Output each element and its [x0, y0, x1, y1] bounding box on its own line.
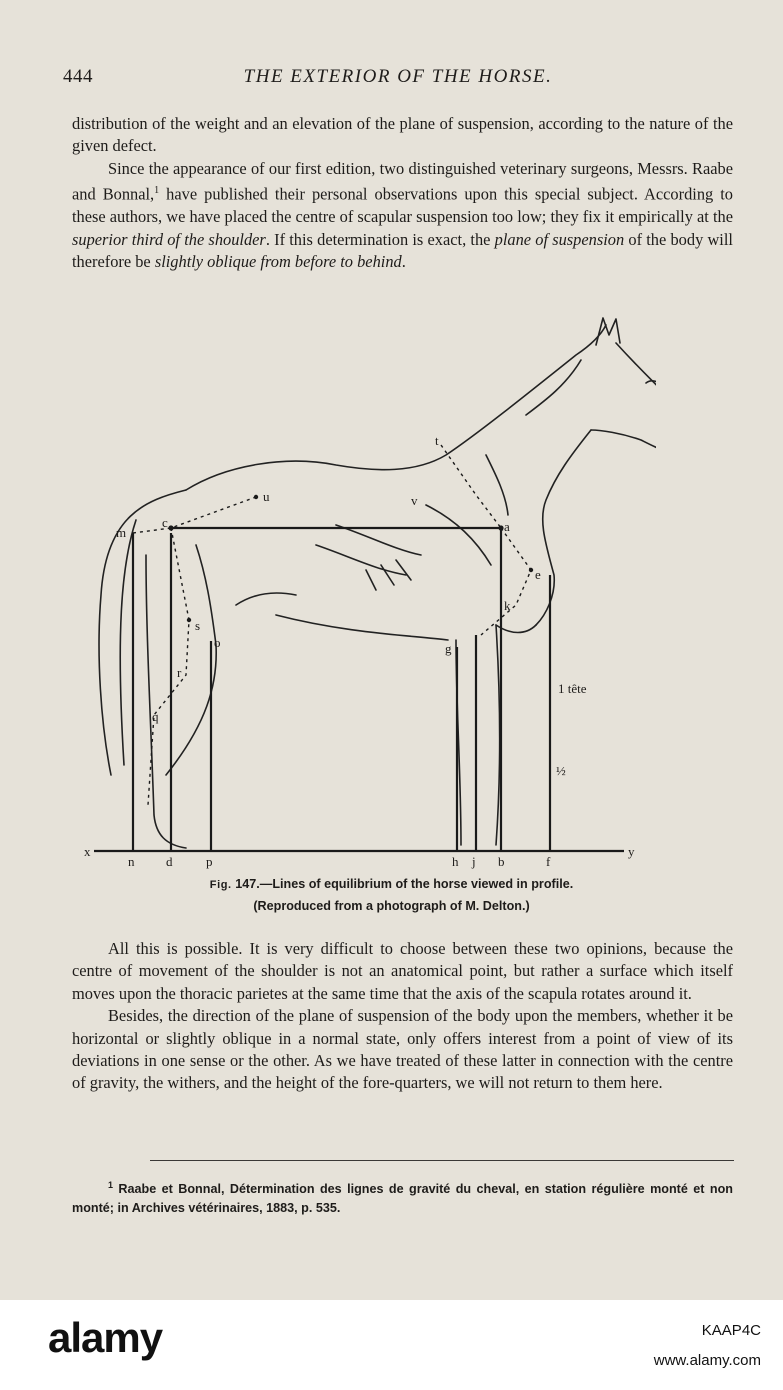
muscle-line: [316, 545, 406, 575]
label-s: s: [195, 618, 201, 633]
horse-figure: [76, 305, 656, 870]
rib-line: [396, 560, 411, 580]
footnote-text: Raabe et Bonnal, Détermination des lignes de gravité du cheval, en station régulière monté et non monté; in Archives vétérinaires, 1883, p. 535.: [72, 1182, 733, 1216]
dotted-line: [441, 445, 501, 528]
point-a: [498, 525, 503, 530]
point-u: [254, 495, 258, 499]
label-r: r: [177, 665, 182, 680]
label-v: v: [411, 493, 418, 508]
label-one-head: 1 tête: [558, 681, 587, 696]
stock-logo: alamy: [48, 1314, 163, 1361]
footnote-reference: 1: [154, 185, 160, 197]
rib-line: [366, 570, 376, 590]
text-run: .: [401, 251, 406, 271]
label-k: k: [504, 598, 511, 613]
point-c: [168, 525, 173, 530]
footnote-divider: [150, 1160, 734, 1161]
label-q: q: [152, 709, 159, 724]
upper-text: [72, 113, 733, 273]
footnote: [72, 1176, 733, 1218]
rib-line: [381, 565, 394, 585]
label-c: c: [162, 515, 168, 530]
label-y: y: [628, 844, 635, 859]
stock-watermark-band: [0, 1300, 783, 1390]
page-number: 444: [63, 66, 93, 87]
figure-source: (Reproduced from a photograph of M. Delton.): [253, 899, 530, 913]
muscle-line: [486, 455, 508, 515]
muscle-line: [426, 505, 491, 565]
label-u: u: [263, 489, 270, 504]
text-run: Since the appearance of our first edition, two distinguished veterinary surgeons, Messrs. Raabe and Bonnal,: [72, 158, 733, 204]
figure-caption: [0, 877, 783, 891]
paragraph: distribution of the weight and an elevation of the plane of suspension, according to the nature of the given defect.: [72, 114, 733, 156]
label-m: m: [116, 525, 127, 540]
label-e: e: [535, 567, 541, 582]
emphasis: plane of suspension: [494, 229, 625, 249]
label-d: d: [166, 854, 173, 869]
dotted-line: [148, 528, 189, 805]
footnote-marker: 1: [108, 1180, 114, 1190]
paragraph: All this is possible. It is very difficult to choose between these two opinions, because the centre of movement of the shoulder is not an anatomical point, but rather a surface which itself moves upon the thoracic parietes at the same time that the axis of the scapula rotates around it.: [72, 939, 733, 1003]
hind-thigh: [166, 545, 216, 775]
foreleg-front: [496, 625, 500, 845]
label-f: f: [546, 854, 551, 869]
horse-throat: [536, 430, 591, 625]
stock-image-id: KAAP4C: [701, 1322, 761, 1339]
running-title: THE EXTERIOR OF THE HORSE.: [243, 66, 553, 87]
horse-head: [591, 343, 656, 456]
horse-tail: [99, 490, 186, 775]
dotted-line: [481, 528, 531, 635]
hind-leg-rear: [146, 555, 186, 848]
label-x: x: [84, 844, 91, 859]
lower-text: [72, 938, 733, 1095]
belly-line: [276, 615, 448, 640]
label-j: j: [472, 854, 476, 869]
label-a: a: [504, 519, 510, 534]
label-t: t: [435, 433, 439, 448]
label-b: b: [498, 854, 505, 869]
point-e: [529, 568, 533, 572]
label-g: g: [445, 641, 452, 656]
point-s: [187, 618, 191, 622]
label-n: n: [128, 854, 135, 869]
muscle-line: [336, 525, 421, 555]
page-header: [63, 64, 733, 94]
emphasis: slightly oblique from before to behind: [154, 251, 402, 271]
text-run: of the body will therefore be: [72, 229, 733, 271]
horse-ear: [596, 318, 620, 345]
horse-back-outline: [186, 325, 606, 490]
stock-url: www.alamy.com: [653, 1352, 761, 1369]
figure-prefix: Fig.: [209, 879, 232, 891]
label-h: h: [452, 854, 459, 869]
horse-illustration: [76, 305, 656, 870]
label-p: p: [206, 854, 213, 869]
paragraph: [72, 158, 733, 274]
text-run: have published their personal observations upon this special subject. According to these authors, we have placed the centre of scapular suspension too low; they fix it empirically at the: [72, 184, 733, 227]
paragraph: Besides, the direction of the plane of suspension of the body upon the members, whether it be horizontal or slightly oblique in a normal state, only offers interest from a point of view of its deviations in one sense or the other. As we have treated of these latter in connection with the centre of gravity, the withers, and the height of the fore-quarters, we will not return to them here.: [72, 1006, 733, 1093]
label-o: o: [214, 635, 221, 650]
stifle-line: [236, 593, 296, 605]
emphasis: superior third of the shoulder: [72, 229, 266, 249]
label-half: ½: [556, 763, 566, 778]
figure-caption-text: 147.—Lines of equilibrium of the horse viewed in profile.: [231, 877, 574, 891]
text-run: . If this determination is exact, the: [265, 229, 495, 249]
